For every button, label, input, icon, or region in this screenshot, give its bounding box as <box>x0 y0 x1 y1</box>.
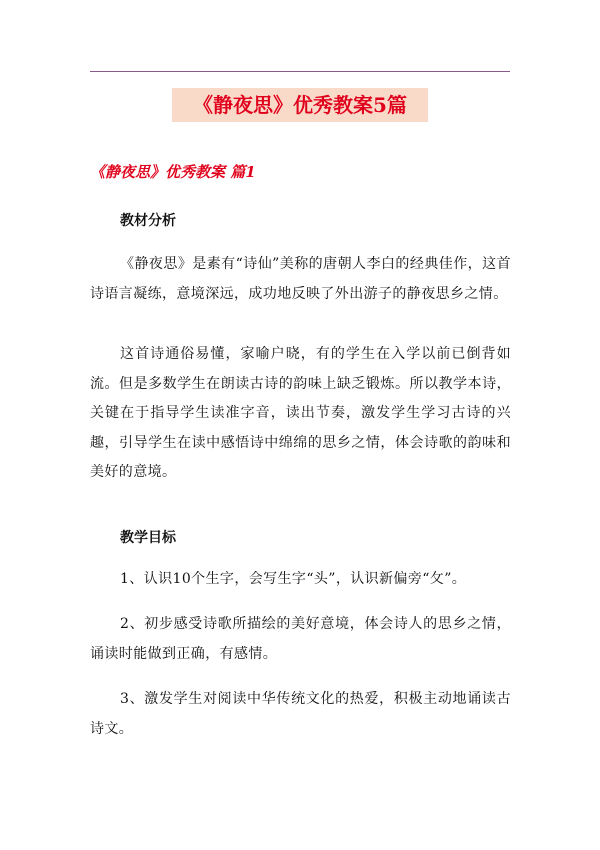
title-highlight <box>172 88 428 122</box>
goals-heading: 教学目标 <box>120 530 176 546</box>
header-rule <box>90 71 510 72</box>
analysis-paragraph-1: 《静夜思》是素有“诗仙”美称的唐朝人李白的经典佳作，这首诗语言凝练，意境深远，成功地反映了外出游子的静夜思乡之情。 <box>90 256 511 302</box>
document-title: 《静夜思》优秀教案5篇 <box>193 93 407 117</box>
goal-item-2: 2、初步感受诗歌所描绘的美好意境，体会诗人的思乡之情，诵读时能做到正确，有感情。 <box>90 616 511 662</box>
analysis-paragraph-2: 这首诗通俗易懂，家喻户晓，有的学生在入学以前已倒背如流。但是多数学生在朗读古诗的韵味上缺乏锻炼。所以教学本诗，关键在于指导学生读准字音，读出节奏，激发学生学习古诗的兴趣，引导学生在读中感悟诗中绵绵的思乡之情，体会诗歌的韵味和美好的意境。 <box>90 346 511 480</box>
analysis-heading: 教材分析 <box>120 213 176 229</box>
goal-item-3: 3、激发学生对阅读中华传统文化的热爱，积极主动地诵读古诗文。 <box>90 691 511 737</box>
section-title: 《静夜思》优秀教案 篇1 <box>90 163 256 181</box>
goal-item-1: 1、认识10个生字，会写生字“头”，认识新偏旁“攵”。 <box>120 571 467 587</box>
